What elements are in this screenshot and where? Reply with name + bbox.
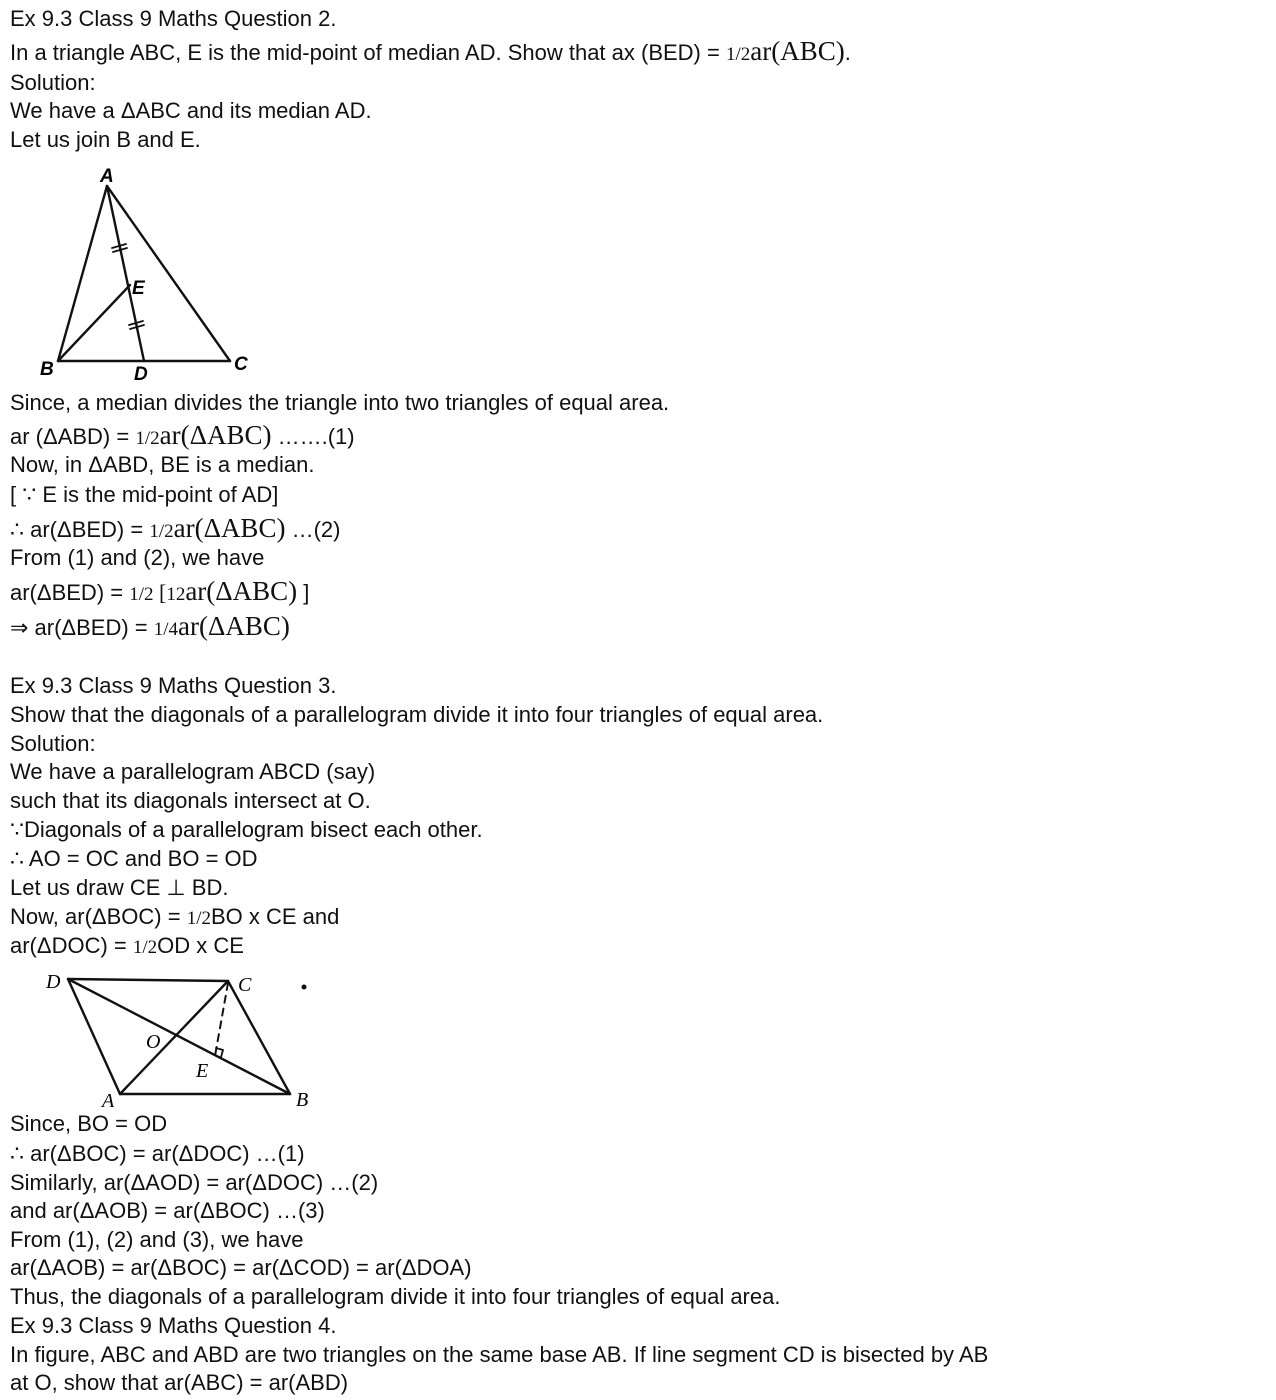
q4-problem-line-1: In figure, ABC and ABD are two triangles on the same base AB. If line segment CD is bisected by AB — [10, 1342, 989, 1367]
fraction: 1/4 — [153, 619, 179, 640]
q3-step-13: ar(ΔAOB) = ar(ΔBOC) = ar(ΔCOD) = ar(ΔDOA) — [10, 1255, 472, 1280]
period: . — [844, 40, 851, 65]
triangle-figure — [30, 160, 290, 385]
q3-heading: Ex 9.3 Class 9 Maths Question 3. — [10, 673, 337, 698]
q3-step-11: and ar(ΔAOB) = ar(ΔBOC) …(3) — [10, 1198, 325, 1223]
q2-step-9 — [10, 578, 309, 608]
q3-solution-label: Solution: — [10, 731, 96, 756]
q3-step-5: Let us draw CE ⊥ BD. — [10, 875, 229, 900]
fraction: 12 — [166, 584, 186, 605]
vertex-label-d: D — [134, 364, 148, 385]
eq-rhs: BO x CE and — [210, 904, 340, 929]
q2-solution-label: Solution: — [10, 70, 96, 95]
fraction: 1/2 — [725, 44, 751, 65]
vertex-label-o: O — [146, 1031, 161, 1053]
q2-step-6: [ ∵ E is the mid-point of AD] — [10, 482, 279, 507]
bracket-close: ] — [297, 580, 310, 605]
vertex-label-d: D — [46, 971, 61, 993]
q3-step-1: We have a parallelogram ABCD (say) — [10, 759, 376, 784]
eq-lhs: ar(ΔDOC) = — [10, 933, 133, 958]
q3-step-2: such that its diagonals intersect at O. — [10, 788, 371, 813]
q3-step-3: ∵Diagonals of a parallelogram bisect each other. — [10, 817, 483, 842]
foot-label-e: E — [196, 1060, 209, 1082]
q3-step-8: Since, BO = OD — [10, 1111, 168, 1136]
math-expression: ar(ΔABC) — [159, 420, 272, 450]
vertex-label-e: E — [132, 278, 145, 299]
fraction: 1/2 — [135, 428, 160, 449]
eq-ref: …….(1) — [271, 424, 355, 449]
fraction: 1/2 — [149, 521, 174, 542]
q3-problem: Show that the diagonals of a parallelogram divide it into four triangles of equal area. — [10, 702, 824, 727]
q2-step-10 — [10, 613, 290, 643]
q4-problem-line-2: at O, show that ar(ABC) = ar(ABD) — [10, 1370, 349, 1395]
vertex-label-a: A — [100, 166, 114, 187]
fraction: 1/2 — [132, 937, 158, 958]
eq-lhs: ar (ΔABD) = — [10, 424, 136, 449]
q3-step-6 — [10, 904, 339, 932]
fraction: 1/2 — [186, 908, 211, 929]
q2-step-7 — [10, 515, 340, 545]
eq-lhs: ar(ΔBED) = — [10, 580, 130, 605]
q2-step-2: Let us join B and E. — [10, 127, 201, 152]
fraction: 1/2 — [129, 584, 154, 605]
q2-problem-text: In a triangle ABC, E is the mid-point of median AD. Show that ax (BED) = — [10, 40, 726, 65]
q2-step-5: Now, in ΔABD, BE is a median. — [10, 452, 315, 477]
q2-step-3: Since, a median divides the triangle into two triangles of equal area. — [10, 390, 670, 415]
eq-ref: …(2) — [285, 517, 341, 542]
vertex-label-c: C — [234, 354, 248, 375]
parallelogram-figure — [40, 965, 330, 1115]
q2-step-8: From (1) and (2), we have — [10, 545, 265, 570]
vertex-label-a: A — [102, 1090, 115, 1112]
q2-step-4 — [10, 422, 355, 452]
q3-step-7 — [10, 933, 244, 961]
vertex-label-b: B — [296, 1089, 309, 1111]
q4-heading: Ex 9.3 Class 9 Maths Question 4. — [10, 1313, 337, 1338]
bracket: [ — [153, 580, 167, 605]
q3-step-10: Similarly, ar(ΔAOD) = ar(ΔDOC) …(2) — [10, 1170, 379, 1195]
math-expression: ar(ABC) — [750, 36, 845, 66]
q2-problem — [10, 38, 851, 68]
q2-heading: Ex 9.3 Class 9 Maths Question 2. — [10, 6, 337, 31]
math-expression: ar(ΔABC) — [178, 611, 290, 641]
math-expression: ar(ΔABC) — [185, 576, 298, 606]
vertex-label-b: B — [40, 359, 54, 380]
eq-lhs: Now, ar(ΔBOC) = — [10, 904, 187, 929]
q3-step-4: ∴ AO = OC and BO = OD — [10, 846, 258, 871]
eq-lhs: ⇒ ar(ΔBED) = — [10, 615, 154, 640]
vertex-label-c: C — [238, 974, 252, 996]
math-expression: ar(ΔABC) — [173, 513, 286, 543]
q3-conclusion: Thus, the diagonals of a parallelogram divide it into four triangles of equal area. — [10, 1284, 781, 1309]
q3-step-9: ∴ ar(ΔBOC) = ar(ΔDOC) …(1) — [10, 1141, 305, 1166]
eq-rhs: OD x CE — [157, 933, 244, 958]
q2-step-1: We have a ΔABC and its median AD. — [10, 98, 372, 123]
eq-lhs: ∴ ar(ΔBED) = — [10, 517, 150, 542]
q3-step-12: From (1), (2) and (3), we have — [10, 1227, 304, 1252]
